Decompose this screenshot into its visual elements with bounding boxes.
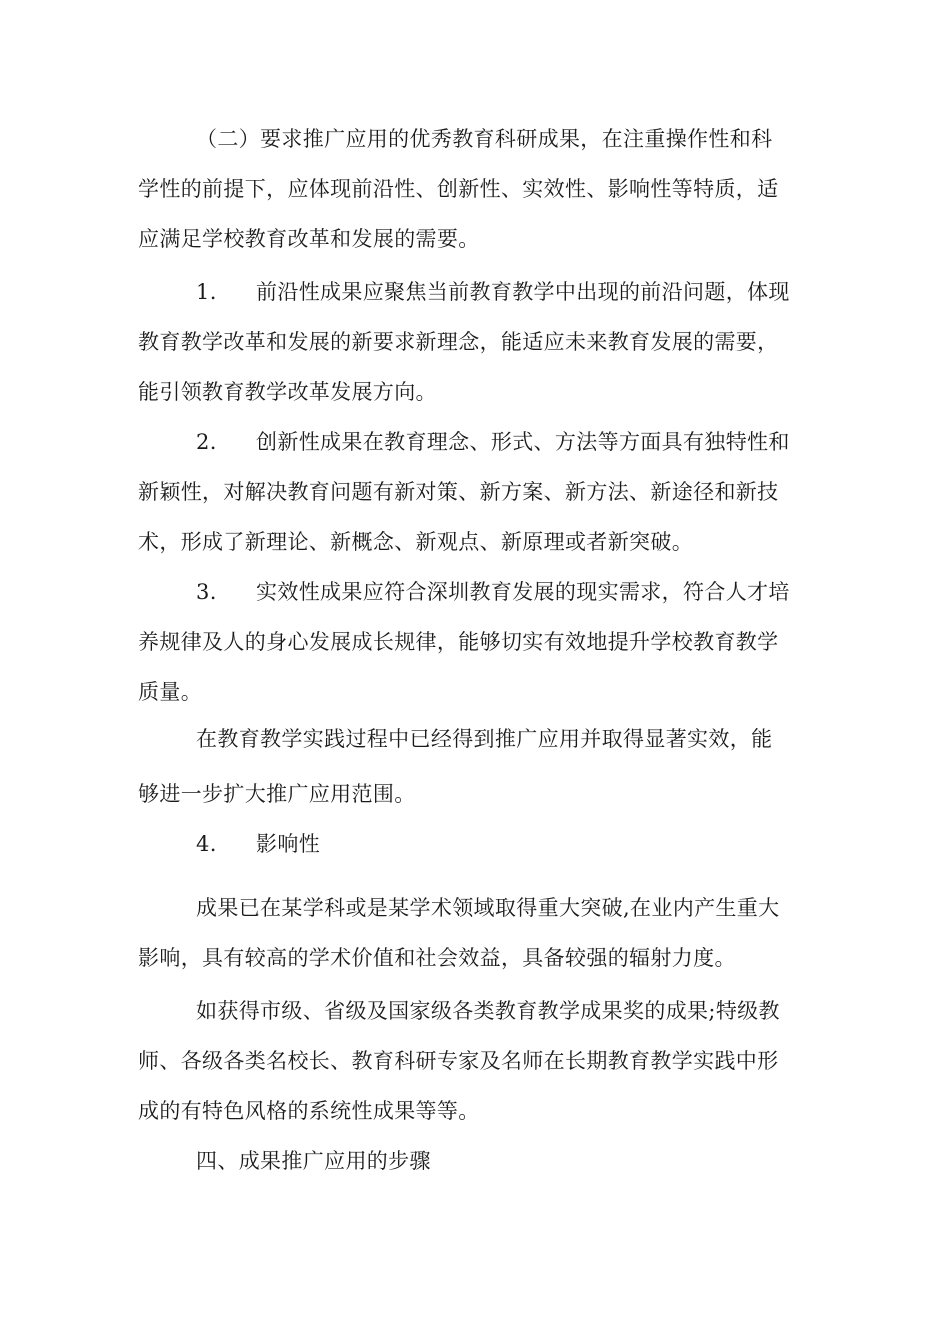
item-1-line-2: 教育教学改革和发展的新要求新理念，能适应未来教育发展的需要， — [138, 330, 779, 354]
examples-para-line-1: 如获得市级、省级及国家级各类教育教学成果奖的成果;特级教 — [196, 999, 780, 1023]
practice-para-line-2: 够进一步扩大推广应用范围。 — [138, 782, 416, 806]
impact-para-line-2: 影响，具有较高的学术价值和社会效益，具备较强的辐射力度。 — [138, 946, 736, 970]
item-3-line-3: 质量。 — [138, 680, 203, 704]
item-3-line-2: 养规律及人的身心发展成长规律，能够切实有效地提升学校教育教学 — [138, 630, 779, 654]
item-1-number: 1. — [196, 280, 217, 304]
item-2-line-2: 新颖性，对解决教育问题有新对策、新方案、新方法、新途径和新技 — [138, 480, 779, 504]
item-2-number: 2. — [196, 430, 217, 454]
examples-para-line-3: 成的有特色风格的系统性成果等等。 — [138, 1099, 480, 1123]
item-3-line-1: 实效性成果应符合深圳教育发展的现实需求，符合人才培 — [256, 580, 790, 604]
section-2-line-2: 学性的前提下，应体现前沿性、创新性、实效性、影响性等特质，适 — [138, 177, 779, 201]
section-2-line-1: （二）要求推广应用的优秀教育科研成果，在注重操作性和科 — [196, 127, 773, 151]
examples-para-line-2: 师、各级各类名校长、教育科研专家及名师在长期教育教学实践中形 — [138, 1049, 779, 1073]
item-1-line-1: 前沿性成果应聚焦当前教育教学中出现的前沿问题，体现 — [256, 280, 790, 304]
item-3-first-line — [196, 577, 790, 607]
item-3-number: 3. — [196, 580, 217, 604]
item-2-line-1: 创新性成果在教育理念、形式、方法等方面具有独特性和 — [256, 430, 790, 454]
section-4-heading: 四、成果推广应用的步骤 — [196, 1149, 431, 1173]
section-2-line-3: 应满足学校教育改革和发展的需要。 — [138, 227, 480, 251]
item-1-line-3: 能引领教育教学改革发展方向。 — [138, 380, 437, 404]
item-4-title: 影响性 — [256, 832, 321, 856]
item-2-line-3: 术，形成了新理论、新概念、新观点、新原理或者新突破。 — [138, 530, 694, 554]
item-4-heading — [196, 829, 320, 859]
item-4-number: 4. — [196, 832, 217, 856]
item-1-first-line — [196, 277, 790, 307]
item-2-first-line — [196, 427, 790, 457]
practice-para-line-1: 在教育教学实践过程中已经得到推广应用并取得显著实效，能 — [196, 727, 773, 751]
impact-para-line-1: 成果已在某学科或是某学术领域取得重大突破,在业内产生重大 — [196, 896, 780, 920]
